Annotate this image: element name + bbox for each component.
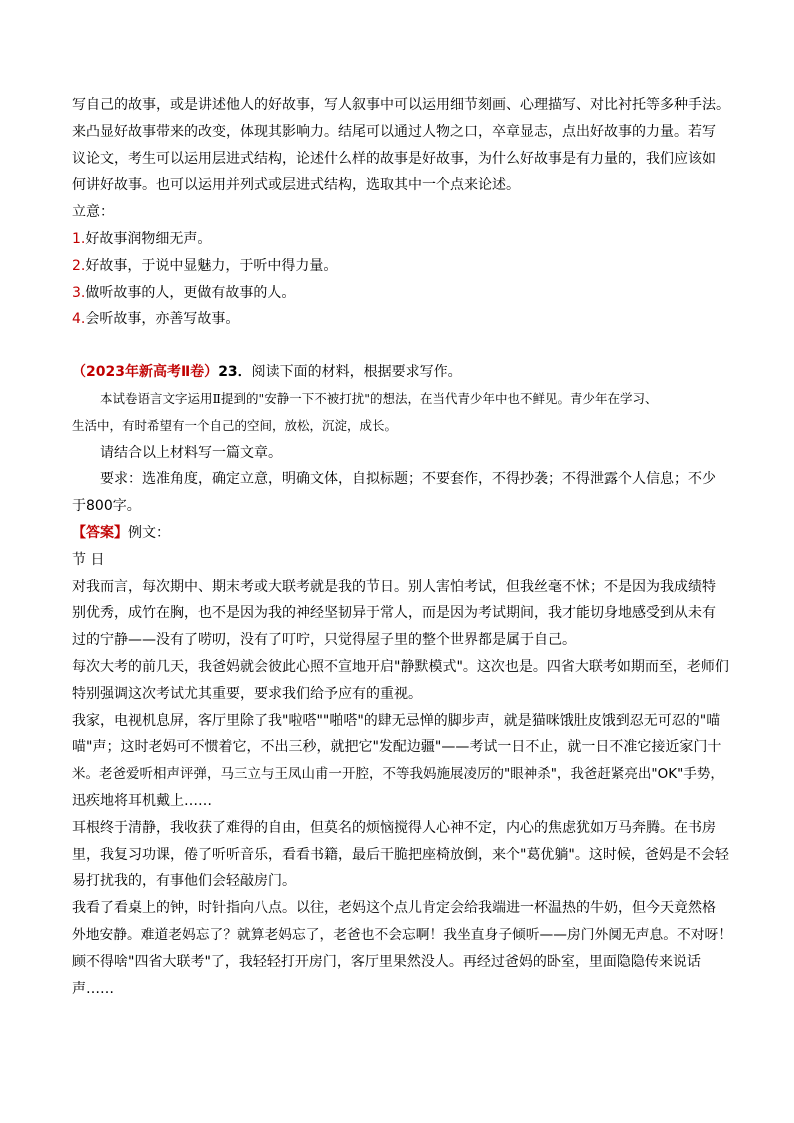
essay-line: 易打扰我的，有事他们会轻敲房门。 bbox=[72, 873, 296, 890]
essay-line: 对我而言，每次期中、期末考或大联考就是我的节日。别人害怕考试，但我丝毫不怵；不是因为我成绩特 bbox=[72, 578, 716, 595]
liyi-item-text: 会听故事，亦善写故事。 bbox=[85, 311, 240, 328]
intro-line: 议论文，考生可以运用层进式结构，论述什么样的故事是好故事，为什么好故事是有力量的，我们应该如 bbox=[72, 150, 716, 167]
liyi-item-text: 好故事润物细无声。 bbox=[85, 230, 212, 247]
liyi-heading: 立意： bbox=[72, 204, 114, 221]
intro-line: 来凸显好故事带来的改变，体现其影响力。结尾可以通过人物之口，卒章显志，点出好故事的力量。若写 bbox=[72, 123, 716, 140]
answer-tag: 【答案】 bbox=[72, 524, 128, 541]
liyi-list bbox=[72, 226, 732, 333]
material-line: 生活中，有时希望有一个自己的空间，放松，沉淀，成长。 bbox=[72, 417, 398, 433]
answer-label: 例文： bbox=[128, 524, 170, 541]
essay-line: 里，我复习功课，倦了听听音乐，看看书籍，最后干脆把座椅放倒，来个"葛优躺"。这时候，爸妈是不会轻 bbox=[72, 846, 729, 863]
essay-body bbox=[72, 574, 732, 1003]
question-prompt: 阅读下面的材料，根据要求写作。 bbox=[251, 364, 462, 381]
essay-line: 迅疾地将耳机戴上…… bbox=[72, 792, 212, 809]
essay-line: 外地安静。难道老妈忘了？就算老妈忘了，老爸也不会忘啊！我坐直身子倾听——房门外阒无声息。不对呀！ bbox=[72, 926, 733, 943]
material-block bbox=[72, 386, 732, 413]
liyi-item-number: 3. bbox=[72, 284, 86, 301]
essay-line: 耳根终于清静，我收获了难得的自由，但莫名的烦恼搅得人心神不定，内心的焦虑犹如万马奔腾。在书房 bbox=[72, 819, 716, 836]
essay-line: 顾不得啥"四省大联考"了，我轻轻打开房门，客厅里果然没人。再经过爸妈的卧室，里面隐隐传来说话 bbox=[72, 953, 701, 970]
document-page bbox=[72, 92, 732, 1002]
intro-line: 写自己的故事，或是讲述他人的好故事，写人叙事中可以运用细节刻画、心理描写、对比衬托等多种手法。 bbox=[72, 97, 730, 113]
section-gap bbox=[72, 333, 732, 359]
intro-paragraph bbox=[72, 92, 732, 199]
question-header bbox=[72, 359, 732, 386]
essay-line: 米。老爸爱听相声评弹，马三立与王凤山甫一开腔，不等我妈施展凌厉的"眼神杀"，我爸赶紧亮出"OK"手势， bbox=[72, 766, 724, 783]
liyi-item bbox=[72, 253, 732, 280]
requirement-block bbox=[72, 466, 732, 520]
requirement-line: 于800字。 bbox=[72, 498, 141, 515]
liyi-item-number: 4. bbox=[72, 311, 86, 328]
essay-line: 每次大考的前几天，我爸妈就会彼此心照不宣地开启"静默模式"。这次也是。四省大联考如期而至，老师们 bbox=[72, 658, 729, 675]
liyi-item bbox=[72, 226, 732, 253]
essay-line: 特别强调这次考试尤其重要，要求我们给予应有的重视。 bbox=[72, 685, 422, 702]
question-source: （2023年新高考Ⅱ卷） bbox=[72, 364, 219, 381]
liyi-item-text: 做听故事的人，更做有故事的人。 bbox=[85, 284, 296, 301]
material-line: 本试卷语言文字运用Ⅱ提到的"安静一下不被打扰"的想法，在当代青少年中也不鲜见。青少年在学习、 bbox=[100, 390, 658, 406]
essay-title: 节 日 bbox=[72, 551, 105, 568]
liyi-item bbox=[72, 280, 732, 307]
instruction-text: 请结合以上材料写一篇文章。 bbox=[100, 444, 282, 461]
intro-line: 何讲好故事。也可以运用并列式或层进式结构，选取其中一个点来论述。 bbox=[72, 177, 520, 194]
liyi-item-number: 1. bbox=[72, 230, 86, 247]
essay-line: 过的宁静——没有了唠叨，没有了叮咛，只觉得屋子里的整个世界都是属于自己。 bbox=[72, 632, 576, 649]
answer-header bbox=[72, 520, 732, 547]
question-number: 23． bbox=[218, 364, 252, 381]
liyi-item-number: 2. bbox=[72, 257, 86, 274]
essay-line: 喵"声；这时老妈可不惯着它，不出三秒，就把它"发配边疆"——考试一日不止，就一日不准它接近家门十 bbox=[72, 739, 722, 756]
liyi-item bbox=[72, 306, 732, 333]
essay-line: 别优秀，成竹在胸，也不是因为我的神经坚韧异于常人，而是因为考试期间，我才能切身地感受到从未有 bbox=[72, 605, 716, 622]
essay-line: 我看了看桌上的钟，时针指向八点。以往，老妈这个点儿肯定会给我端进一杯温热的牛奶，但今天竟然格 bbox=[72, 900, 716, 917]
requirement-line: 要求：选准角度，确定立意，明确文体，自拟标题；不要套作，不得抄袭；不得泄露个人信息；不少 bbox=[100, 471, 716, 488]
essay-line: 声…… bbox=[72, 980, 114, 997]
essay-line: 我家，电视机息屏，客厅里除了我"啦嗒""啪嗒"的肆无忌惮的脚步声，就是猫咪饿肚皮饿到忍无可忍的"喵 bbox=[72, 712, 721, 729]
liyi-item-text: 好故事，于说中显魅力，于听中得力量。 bbox=[85, 257, 338, 274]
